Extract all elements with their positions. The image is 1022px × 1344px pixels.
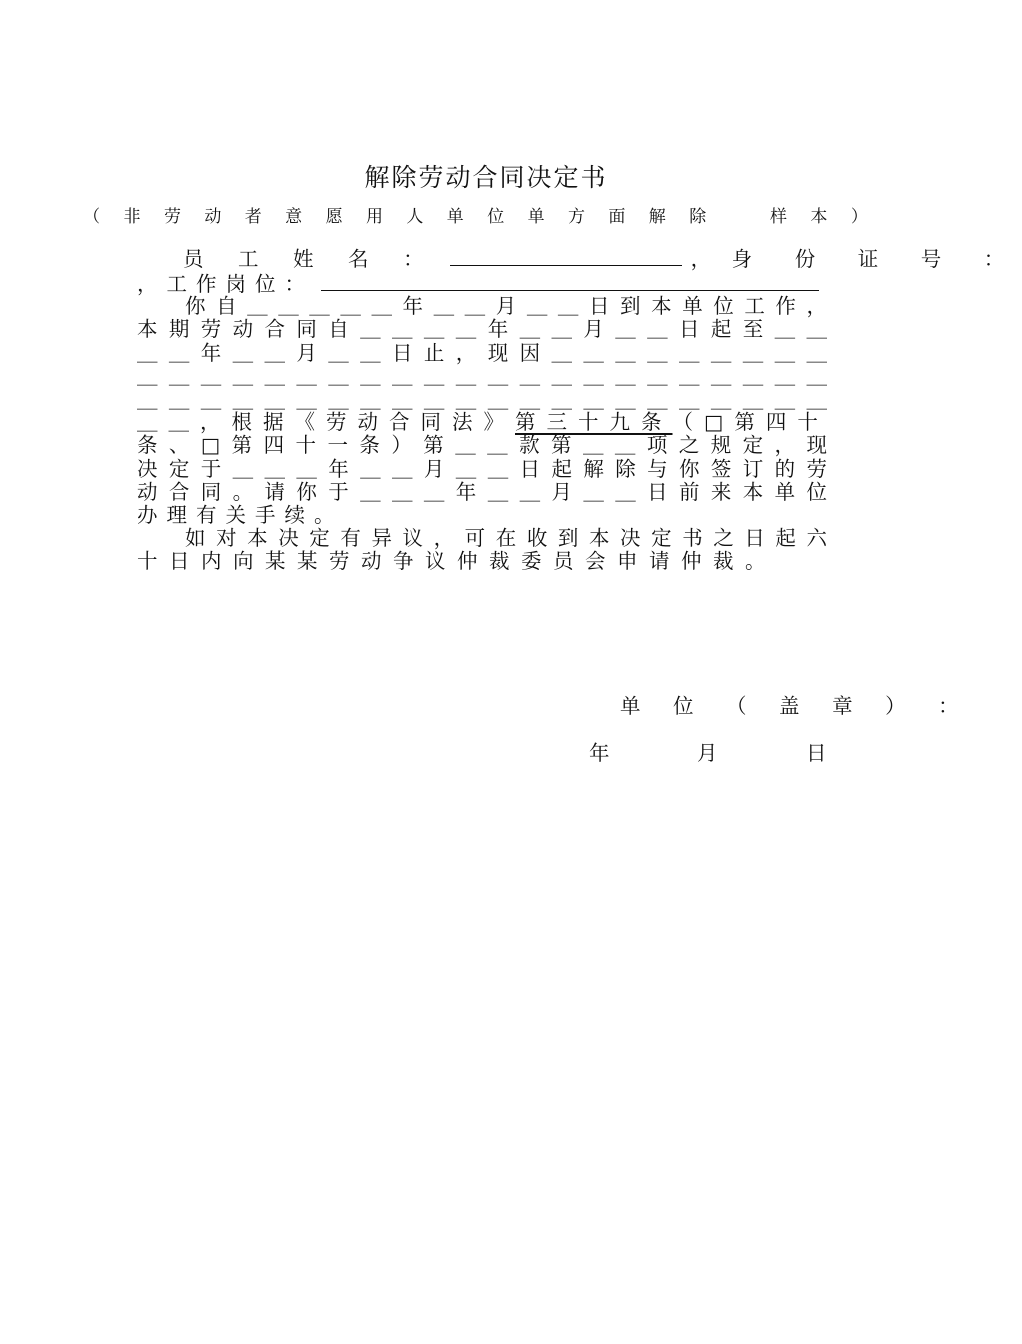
- body-line: 动合同。请你于＿＿＿年＿＿月＿＿日前来本单位: [137, 480, 827, 504]
- body-line: ＿＿年＿＿月＿＿日止，现因＿＿＿＿＿＿＿＿＿: [137, 341, 827, 365]
- body-line: 如对本决定有异议，可在收到本决定书之日起六: [185, 526, 827, 550]
- job-position-label: ，工作岗位：: [137, 272, 314, 296]
- body-line: 你自＿＿＿＿＿年＿＿月＿＿日到本单位工作，: [185, 294, 827, 318]
- body-line: ＿＿＿＿＿＿＿＿＿＿＿＿＿＿＿＿＿＿＿＿＿＿: [137, 364, 827, 388]
- article-39-link: 第三十九条: [515, 410, 673, 434]
- legal-basis-prefix: ＿＿，根据《劳动合同法》: [137, 410, 515, 434]
- body-line: 决定于＿＿＿年＿＿月＿＿日起解除与你签订的劳: [137, 457, 827, 481]
- body-line: 本期劳动合同自＿＿＿＿年＿＿月＿＿日起至＿＿: [137, 317, 827, 341]
- id-number-label: 身 份 证 号 ：: [731, 247, 1022, 271]
- body-line: 办理有关手续。: [137, 503, 344, 527]
- employee-name-label: 员 工 姓 名 ：: [183, 247, 438, 271]
- sign-year: 年: [589, 741, 623, 765]
- body-line: 条、□第四十一条）第＿＿款第＿＿项之规定，现: [137, 433, 827, 457]
- comma: ，: [690, 247, 712, 271]
- employee-name-blank: [450, 247, 682, 266]
- unit-seal-label: 单 位 （ 盖 章 ） ：: [620, 694, 972, 718]
- body-line: ＿＿＿＿＿＿＿＿＿＿＿＿＿＿＿＿＿＿＿＿＿＿: [137, 388, 827, 412]
- document-title: 解除劳动合同决定书: [364, 163, 608, 192]
- document-subtitle: （ 非 劳 动 者 意 愿 用 人 单 位 单 方 面 解 除 样 本 ）: [83, 207, 877, 227]
- sign-day: 日: [806, 741, 840, 765]
- job-position-line: [137, 272, 827, 296]
- job-position-blank: [321, 272, 819, 291]
- sign-month: 月: [697, 741, 731, 765]
- body-line: 十日内向某某劳动争议仲裁委员会申请仲裁。: [137, 549, 777, 573]
- employee-name-line: [183, 247, 1022, 271]
- legal-basis-suffix: （□第四十: [672, 410, 829, 434]
- legal-basis-line: [137, 410, 827, 434]
